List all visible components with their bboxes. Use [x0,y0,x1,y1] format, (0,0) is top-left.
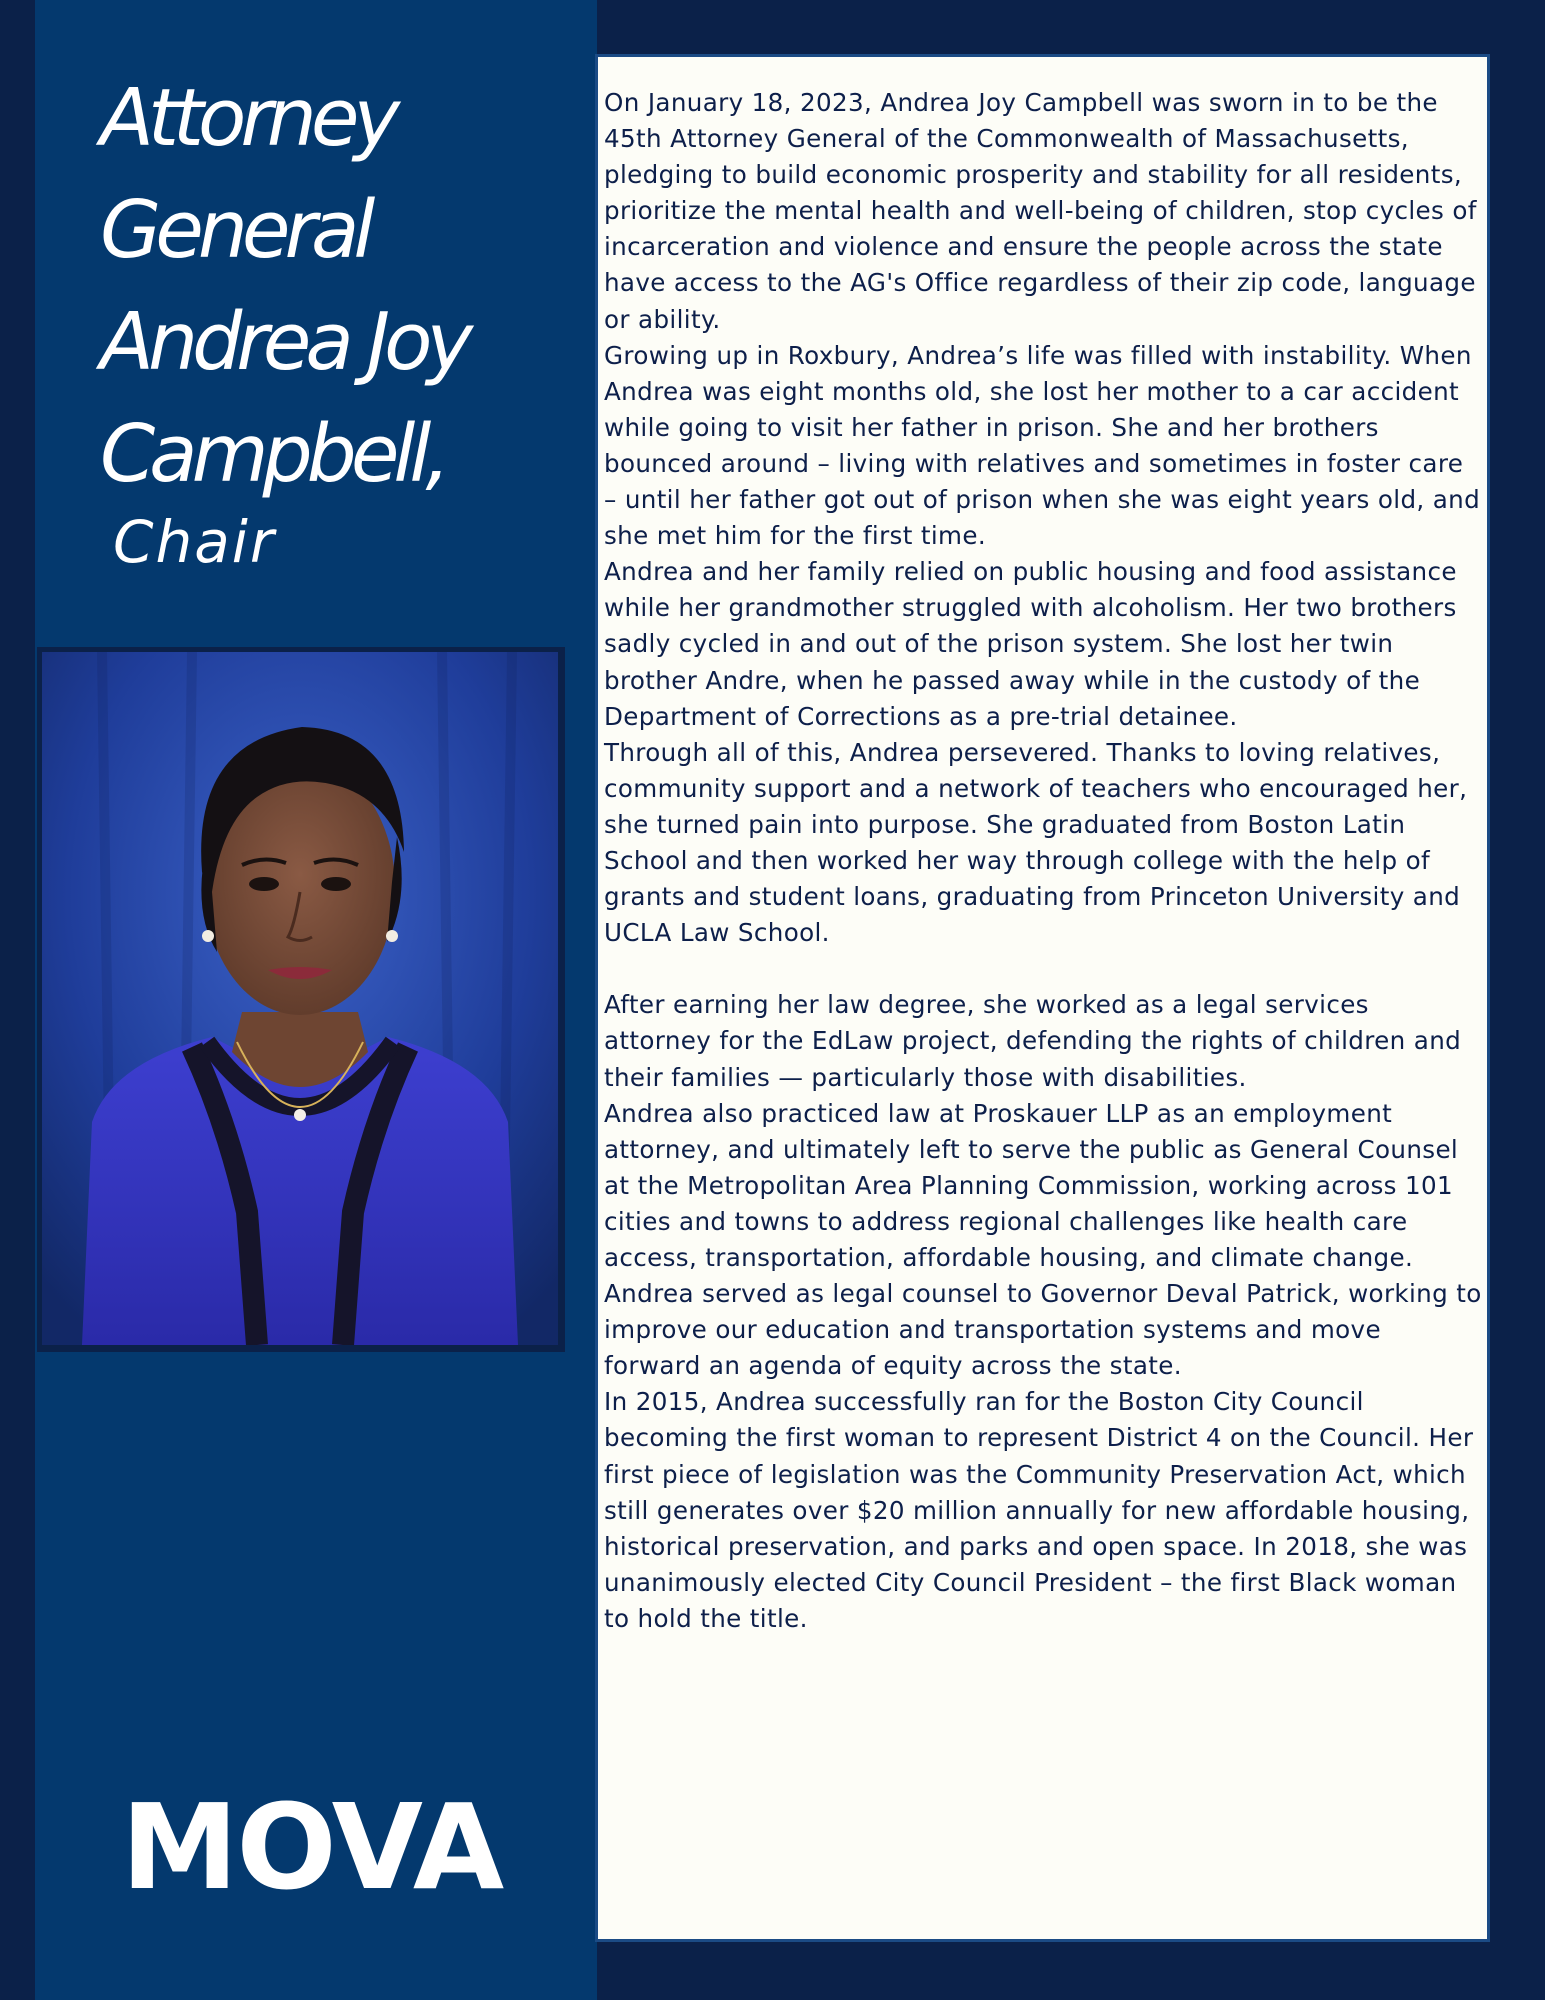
bio-paragraph: In 2015, Andrea successfully ran for the Boston City Council becoming the first woman to represent District 4 on the Council. Her first piece of legislation was the Community Preservation Act, which still generates over $20 million annually for new affordable housing, historical preservation, and parks and open space. In 2018, she was unanimously elected City Council President – the first Black woman to hold the title. [604,1387,1474,1633]
title-line-2: General [100,184,370,276]
title-line-1: Attorney [100,72,395,164]
bio-paragraph: After earning her law degree, she worked as a legal services attorney for the EdLaw project, defending the rights of children and their families — particularly those with disabilities. [604,990,1462,1092]
bio-panel [595,54,1490,1942]
portrait-photo [42,652,558,1345]
bio-paragraph: Andrea also practiced law at Proskauer LLP as an employment attorney, and ultimately left to serve the public as General Counsel at the Metropolitan Area Planning Commission, working across 101 cities and towns to address regional challenges like health care access, transportation, affordable housing, and climate change. [604,1098,1459,1272]
bio-paragraph: Growing up in Roxbury, Andrea’s life was filled with instability. When Andrea was eight months old, she lost her mother to a car accident while going to visit her father in prison. She and her brothers bounced around – living with relatives and sometimes in foster care – until her father got out of prison when she was eight years old, and she met him for the first time. [604,340,1481,551]
portrait-illustration [42,652,558,1345]
title-line-4: Campbell, [100,408,445,500]
bio-paragraph: Andrea served as legal counsel to Governor Deval Patrick, working to improve our education and transportation systems and move forward an agenda of equity across the state. [604,1279,1482,1381]
mova-logo: MOVA [121,1778,503,1916]
role-label: Chair [113,508,276,576]
bio-text [604,85,1484,1637]
title-line-3: Andrea Joy [100,296,468,388]
bio-paragraph: Andrea and her family relied on public housing and food assistance while her grandmother struggled with alcoholism. Her two brothers sadly cycled in and out of the prison system. She lost her twin brother Andre, when he passed away while in the custody of the Department of Corrections as a pre-trial detainee. [604,557,1457,731]
bio-paragraph: On January 18, 2023, Andrea Joy Campbell was sworn in to be the 45th Attorney General of the Commonwealth of Massachusetts, pledging to build economic prosperity and stability for all residents, prioritize the mental health and well-being of children, stop cycles of incarceration and violence and ensure the people across the state have access to the AG's Office regardless of their zip code, language or ability. [604,88,1477,334]
name-title [100,62,610,582]
bio-paragraph: Through all of this, Andrea persevered. Thanks to loving relatives, community support and a network of teachers who encouraged her, she turned pain into purpose. She graduated from Boston Latin School and then worked her way through college with the help of grants and student loans, graduating from Princeton University and UCLA Law School. [604,737,1468,948]
portrait-frame [37,647,565,1352]
